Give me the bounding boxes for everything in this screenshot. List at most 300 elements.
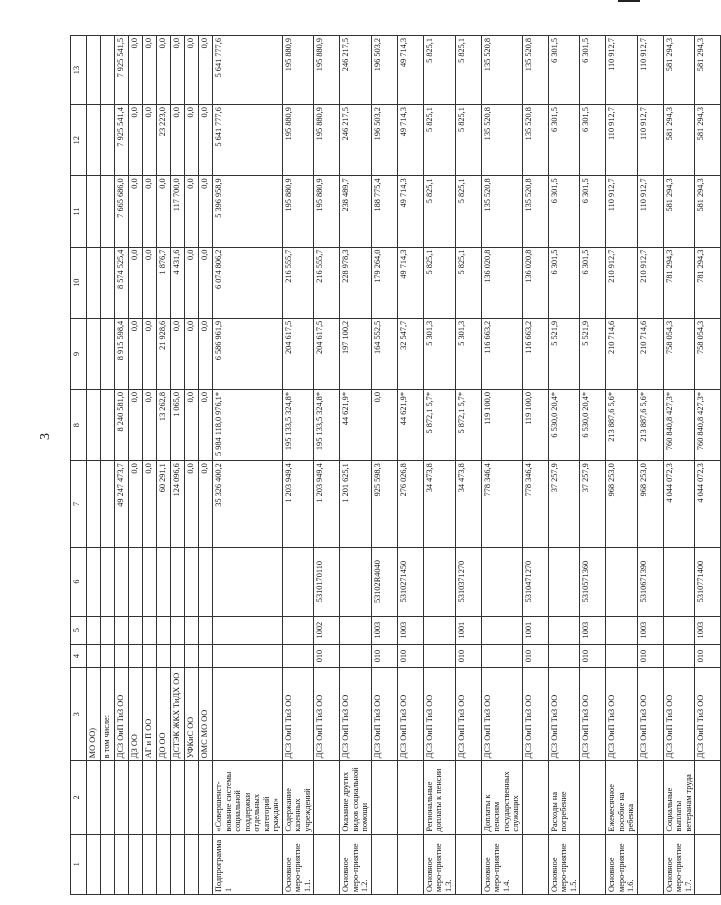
table-cell-col-9: 21 928,6 [157, 318, 171, 389]
table-cell-col-10: 210 912,7 [606, 247, 638, 318]
table-cell-col-3: ДСЗ ОиП ТиЗ ОО [606, 668, 638, 761]
table-cell-col-5 [340, 616, 372, 644]
table-cell-col-8: 6 530,0 20,4* [580, 390, 606, 461]
table-cell-col-12: 6 301,5 [580, 105, 606, 176]
table-cell-col-10: 210 912,7 [637, 247, 663, 318]
table-cell-col-13: 0,0 [171, 36, 185, 105]
table-cell-col-3: ДСЗ ОиП ТиЗ ОО [548, 668, 580, 761]
table-cell-col-5 [606, 616, 638, 644]
table-cell-col-1 [455, 834, 481, 894]
table-cell-col-9: 210 714,6 [637, 318, 663, 389]
table-cell-col-10: 0,0 [143, 247, 157, 318]
table-cell-col-7: 124 096,6 [171, 461, 185, 547]
table-cell-col-10: 216 555,7 [282, 247, 314, 318]
table-cell-col-2 [397, 761, 423, 834]
table-cell-col-11: 135 520,8 [522, 176, 548, 247]
table-cell-col-5 [157, 616, 171, 644]
table-cell-col-7: 0,0 [143, 461, 157, 547]
table-row [580, 36, 606, 895]
table-cell-col-10: 179 264,0 [371, 247, 397, 318]
table-cell-col-9: 758 054,3 [695, 318, 721, 389]
table-cell-col-1: Основное меро-приятие 1.3. [423, 834, 455, 894]
table-cell-col-2 [129, 761, 143, 834]
table-cell-col-8: 8 240 581,0 [115, 390, 129, 461]
table-cell-col-11 [101, 176, 115, 247]
table-cell-col-8: 0,0 [199, 390, 213, 461]
table-cell-col-4 [101, 644, 115, 668]
table-cell-col-12: 0,0 [129, 105, 143, 176]
table-cell-col-11: 0,0 [143, 176, 157, 247]
table-cell-col-9: 204 617,5 [282, 318, 314, 389]
table-cell-col-11: 117 700,0 [171, 176, 185, 247]
table-cell-col-10: 216 555,7 [314, 247, 340, 318]
table-cell-col-7: 1 201 625,1 [340, 461, 372, 547]
table-cell-col-13: 581 294,3 [663, 36, 695, 105]
table-cell-col-5: 1002 [314, 616, 340, 644]
table-cell-col-12: 5 641 777,6 [213, 105, 283, 176]
table-cell-col-9: 116 663,2 [481, 318, 522, 389]
table-cell-col-1: Основное меро-приятие 1.1. [282, 834, 314, 894]
table-cell-col-6 [157, 547, 171, 616]
table-row [115, 36, 129, 895]
table-cell-col-13: 0,0 [199, 36, 213, 105]
table-row [371, 36, 397, 895]
table-cell-col-10: 136 020,8 [481, 247, 522, 318]
column-number-5: 5 [71, 616, 87, 644]
table-row [695, 36, 721, 895]
table-cell-col-5 [481, 616, 522, 644]
table-cell-col-10: 5 825,1 [423, 247, 455, 318]
table-row [397, 36, 423, 895]
table-cell-col-10: 0,0 [199, 247, 213, 318]
table-cell-col-4 [143, 644, 157, 668]
table-cell-col-9: 8 915 598,4 [115, 318, 129, 389]
table-cell-col-6 [199, 547, 213, 616]
table-cell-col-3: ДСЗ ОиП ТиЗ ОО [115, 668, 129, 761]
table-cell-col-8: 13 262,8 [157, 390, 171, 461]
table-cell-col-13: 0,0 [185, 36, 199, 105]
table-cell-col-4: 010 [397, 644, 423, 668]
table-cell-col-13: 5 825,1 [455, 36, 481, 105]
table-cell-col-11: 0,0 [129, 176, 143, 247]
table-cell-col-3: ДСЗ ОиП ТиЗ ОО [663, 668, 695, 761]
table-cell-col-8: 0,0 [371, 390, 397, 461]
table-cell-col-3: ДО ОО [157, 668, 171, 761]
table-cell-col-12: 7 925 541,4 [115, 105, 129, 176]
table-cell-col-3: ДСТЭК ЖКХ ТиДХ ОО [171, 668, 185, 761]
table-cell-col-11: 195 880,9 [314, 176, 340, 247]
table-cell-col-5 [199, 616, 213, 644]
table-cell-col-10: 0,0 [185, 247, 199, 318]
table-cell-col-7: 37 257,9 [548, 461, 580, 547]
column-number-12: 12 [71, 105, 87, 176]
column-number-8: 8 [71, 390, 87, 461]
table-cell-col-8: 5 872,1 5,7* [455, 390, 481, 461]
table-cell-col-10: 8 574 525,4 [115, 247, 129, 318]
table-cell-col-12: 135 520,8 [481, 105, 522, 176]
table-cell-col-12: 0,0 [185, 105, 199, 176]
table-cell-col-1 [129, 834, 143, 894]
table-cell-col-8 [87, 390, 101, 461]
column-number-9: 9 [71, 318, 87, 389]
table-cell-col-5: 1003 [580, 616, 606, 644]
table-row [87, 36, 101, 895]
table-cell-col-5: 1001 [455, 616, 481, 644]
table-cell-col-2 [580, 761, 606, 834]
table-cell-col-11: 0,0 [185, 176, 199, 247]
table-cell-col-4 [606, 644, 638, 668]
table-cell-col-3: ДСЗ ОиП ТиЗ ОО [371, 668, 397, 761]
table-cell-col-10: 6 301,5 [580, 247, 606, 318]
table-cell-col-2 [143, 761, 157, 834]
table-cell-col-11: 5 825,1 [455, 176, 481, 247]
table-cell-col-1: Основное меро-приятие 1.4. [481, 834, 522, 894]
page-number: 3 [38, 433, 53, 440]
table-cell-col-13: 6 301,5 [580, 36, 606, 105]
table-cell-col-8: 760 840,8 427,3* [695, 390, 721, 461]
table-cell-col-4 [282, 644, 314, 668]
table-row [455, 36, 481, 895]
table-cell-col-10: 5 825,1 [455, 247, 481, 318]
table-cell-col-3: МО ОО) [87, 668, 101, 761]
table-cell-col-9 [87, 318, 101, 389]
table-cell-col-6 [548, 547, 580, 616]
table-cell-col-13: 0,0 [143, 36, 157, 105]
table-cell-col-6 [87, 547, 101, 616]
table-cell-col-7: 34 473,8 [455, 461, 481, 547]
table-cell-col-9: 0,0 [129, 318, 143, 389]
table-cell-col-5 [87, 616, 101, 644]
table-cell-col-3: УФКиС ОО [185, 668, 199, 761]
table-cell-col-7: 1 203 949,4 [314, 461, 340, 547]
table-cell-col-11: 110 912,7 [606, 176, 638, 247]
table-cell-col-4 [423, 644, 455, 668]
table-row [314, 36, 340, 895]
table-cell-col-10: 1 876,7 [157, 247, 171, 318]
table-cell-col-11: 188 775,4 [371, 176, 397, 247]
table-cell-col-10 [87, 247, 101, 318]
table-cell-col-9: 210 714,6 [606, 318, 638, 389]
table-cell-col-6: 5310371270 [455, 547, 481, 616]
table-cell-col-12: 5 825,1 [423, 105, 455, 176]
table-cell-col-4: 010 [580, 644, 606, 668]
table-cell-col-11: 135 520,8 [481, 176, 522, 247]
table-cell-col-7: 925 598,3 [371, 461, 397, 547]
table-cell-col-13: 5 825,1 [423, 36, 455, 105]
table-cell-col-1 [637, 834, 663, 894]
table-cell-col-7: 968 253,0 [606, 461, 638, 547]
table-cell-col-2 [637, 761, 663, 834]
table-cell-col-5 [101, 616, 115, 644]
table-cell-col-4: 010 [314, 644, 340, 668]
table-cell-col-12: 6 301,5 [548, 105, 580, 176]
table-cell-col-7: 0,0 [129, 461, 143, 547]
table-cell-col-6: 5310771400 [695, 547, 721, 616]
table-cell-col-3: ДСЗ ОиП ТиЗ ОО [455, 668, 481, 761]
table-cell-col-8: 44 621,9* [340, 390, 372, 461]
table-cell-col-9: 116 663,2 [522, 318, 548, 389]
table-cell-col-6 [143, 547, 157, 616]
table-cell-col-7: 778 346,4 [481, 461, 522, 547]
table-cell-col-13: 581 294,3 [695, 36, 721, 105]
table-cell-col-2: Содержание казенных учреждений [282, 761, 314, 834]
table-cell-col-4: 010 [695, 644, 721, 668]
table-row [101, 36, 115, 895]
table-row [663, 36, 695, 895]
table-cell-col-2 [314, 761, 340, 834]
table-row [143, 36, 157, 895]
table-cell-col-13: 110 912,7 [637, 36, 663, 105]
column-number-2: 2 [71, 761, 87, 834]
table-cell-col-2: Ежемесячное пособие на ребенка [606, 761, 638, 834]
table-cell-col-12: 0,0 [143, 105, 157, 176]
table-cell-col-8: 5 872,1 5,7* [423, 390, 455, 461]
table-cell-col-11: 581 294,3 [663, 176, 695, 247]
table-cell-col-9: 0,0 [143, 318, 157, 389]
table-cell-col-5 [185, 616, 199, 644]
table-cell-col-4 [199, 644, 213, 668]
table-cell-col-4 [171, 644, 185, 668]
table-row [199, 36, 213, 895]
table-row [213, 36, 283, 895]
table-row [185, 36, 199, 895]
table-cell-col-5 [213, 616, 283, 644]
table-cell-col-6: 5310170110 [314, 547, 340, 616]
table-cell-col-3: ДЗ ОО [129, 668, 143, 761]
table-cell-col-9: 758 054,3 [663, 318, 695, 389]
table-cell-col-3: ОМС МО ОО [199, 668, 213, 761]
table-cell-col-11: 5 396 958,9 [213, 176, 283, 247]
column-number-6: 6 [71, 547, 87, 616]
table-cell-col-9: 5 301,3 [455, 318, 481, 389]
table-cell-col-6 [101, 547, 115, 616]
table-cell-col-13: 6 301,5 [548, 36, 580, 105]
table-cell-col-11: 0,0 [199, 176, 213, 247]
table-cell-col-3: АГ и П ОО [143, 668, 157, 761]
table-cell-col-9: 197 100,2 [340, 318, 372, 389]
table-cell-col-8: 0,0 [129, 390, 143, 461]
table-cell-col-7: 37 257,9 [580, 461, 606, 547]
table-cell-col-8 [101, 390, 115, 461]
table-cell-col-9: 204 617,5 [314, 318, 340, 389]
table-cell-col-10: 781 294,3 [695, 247, 721, 318]
table-cell-col-6 [171, 547, 185, 616]
table-cell-col-9: 32 547,7 [397, 318, 423, 389]
table-cell-col-2: Расходы на погребение [548, 761, 580, 834]
table-cell-col-1 [522, 834, 548, 894]
table-cell-col-9 [101, 318, 115, 389]
table-cell-col-13: 5 641 777,6 [213, 36, 283, 105]
table-cell-col-2: Доплаты к пенсиям государственных служащих [481, 761, 522, 834]
table-cell-col-2: Оказание других видов социальной помощи [340, 761, 372, 834]
table-row [171, 36, 185, 895]
table-cell-col-11: 5 825,1 [423, 176, 455, 247]
table-cell-col-4 [87, 644, 101, 668]
table-cell-col-8: 0,0 [185, 390, 199, 461]
table-cell-col-7: 4 044 072,3 [695, 461, 721, 547]
table-cell-col-10: 6 074 806,2 [213, 247, 283, 318]
table-cell-col-8: 119 100,0 [522, 390, 548, 461]
table-cell-col-3: ДСЗ ОиП ТиЗ ОО [481, 668, 522, 761]
table-cell-col-2 [371, 761, 397, 834]
table-cell-col-6 [481, 547, 522, 616]
table-cell-col-3: ДСЗ ОиП ТиЗ ОО [397, 668, 423, 761]
table-cell-col-5 [423, 616, 455, 644]
table-cell-col-1: Основное меро-приятие 1.7. [663, 834, 695, 894]
table-cell-col-13 [101, 36, 115, 105]
table-cell-col-4 [185, 644, 199, 668]
table-cell-col-5 [663, 616, 695, 644]
table-cell-col-2 [695, 761, 721, 834]
column-number-13: 13 [71, 36, 87, 105]
rotated-page [70, 35, 721, 895]
table-cell-col-4 [663, 644, 695, 668]
table-cell-col-8: 44 621,9* [397, 390, 423, 461]
table-cell-col-5 [129, 616, 143, 644]
table-cell-col-11: 195 880,9 [282, 176, 314, 247]
table-cell-col-7: 49 247 473,7 [115, 461, 129, 547]
table-cell-col-10: 49 714,3 [397, 247, 423, 318]
table-row [282, 36, 314, 895]
table-cell-col-7: 1 203 949,4 [282, 461, 314, 547]
table-cell-col-6 [129, 547, 143, 616]
table-cell-col-7 [87, 461, 101, 547]
table-body [71, 36, 721, 895]
table-cell-col-2 [522, 761, 548, 834]
table-cell-col-12: 5 825,1 [455, 105, 481, 176]
table-cell-col-1 [101, 834, 115, 894]
table-cell-col-3: ДСЗ ОиП ТиЗ ОО [580, 668, 606, 761]
table-cell-col-6 [423, 547, 455, 616]
table-cell-col-5: 1003 [397, 616, 423, 644]
table-cell-col-13 [87, 36, 101, 105]
table-cell-col-9: 6 586 961,9 [213, 318, 283, 389]
table-cell-col-8: 119 100,0 [481, 390, 522, 461]
table-cell-col-3 [213, 668, 283, 761]
table-cell-col-2 [87, 761, 101, 834]
table-row [423, 36, 455, 895]
table-cell-col-13: 246 217,5 [340, 36, 372, 105]
table-row [340, 36, 372, 895]
table-cell-col-1 [580, 834, 606, 894]
table-cell-col-4: 010 [637, 644, 663, 668]
table-cell-col-8: 760 840,8 427,3* [663, 390, 695, 461]
table-cell-col-4 [481, 644, 522, 668]
table-cell-col-4 [115, 644, 129, 668]
table-cell-col-13: 49 714,3 [397, 36, 423, 105]
table-cell-col-1 [695, 834, 721, 894]
table-cell-col-6 [606, 547, 638, 616]
table-cell-col-6: 5310671390 [637, 547, 663, 616]
table-cell-col-10 [101, 247, 115, 318]
table-cell-col-8: 1 065,0 [171, 390, 185, 461]
table-row [522, 36, 548, 895]
table-cell-col-10: 6 301,5 [548, 247, 580, 318]
table-cell-col-5: 1001 [522, 616, 548, 644]
table-cell-col-11 [87, 176, 101, 247]
table-cell-col-1: Подпрограмма 1 [213, 834, 283, 894]
table-cell-col-10: 228 978,3 [340, 247, 372, 318]
table-cell-col-2 [157, 761, 171, 834]
table-cell-col-1: Основное меро-приятие 1.2. [340, 834, 372, 894]
column-number-1: 1 [71, 834, 87, 894]
column-number-11: 11 [71, 176, 87, 247]
table-cell-col-8: 5 984 118,0 976,1* [213, 390, 283, 461]
table-row [637, 36, 663, 895]
table-cell-col-3: ДСЗ ОиП ТиЗ ОО [340, 668, 372, 761]
table-cell-col-9: 5 521,9 [548, 318, 580, 389]
table-cell-col-6 [340, 547, 372, 616]
table-cell-col-6 [213, 547, 283, 616]
table-cell-col-11: 49 714,3 [397, 176, 423, 247]
table-cell-col-2: Социальные выплаты ветеранам труда [663, 761, 695, 834]
table-cell-col-1 [87, 834, 101, 894]
budget-table [70, 35, 721, 895]
table-cell-col-6 [185, 547, 199, 616]
table-cell-col-8: 6 530,0 20,4* [548, 390, 580, 461]
table-cell-col-5: 1003 [371, 616, 397, 644]
table-cell-col-12: 0,0 [199, 105, 213, 176]
table-cell-col-7: 34 473,8 [423, 461, 455, 547]
table-cell-col-12 [87, 105, 101, 176]
table-cell-col-3: ДСЗ ОиП ТиЗ ОО [423, 668, 455, 761]
table-cell-col-5: 1003 [695, 616, 721, 644]
scan-edge-mark [618, 0, 640, 2]
table-cell-col-13: 135 520,8 [481, 36, 522, 105]
table-cell-col-8: 195 133,5 324,8* [282, 390, 314, 461]
table-cell-col-9: 0,0 [185, 318, 199, 389]
table-cell-col-1 [157, 834, 171, 894]
column-number-4: 4 [71, 644, 87, 668]
table-cell-col-2 [455, 761, 481, 834]
table-cell-col-5: 1003 [637, 616, 663, 644]
table-cell-col-6: 5310471270 [522, 547, 548, 616]
table-cell-col-12: 581 294,3 [663, 105, 695, 176]
table-cell-col-6 [663, 547, 695, 616]
table-cell-col-3: в том числе: [101, 668, 115, 761]
table-cell-col-8: 213 887,6 5,6* [606, 390, 638, 461]
table-cell-col-4 [548, 644, 580, 668]
table-cell-col-3: ДСЗ ОиП ТиЗ ОО [522, 668, 548, 761]
table-cell-col-2: «Совершенст-вование системы социальной поддержки отдельных категорий граждан» [213, 761, 283, 834]
table-cell-col-3: ДСЗ ОиП ТиЗ ОО [637, 668, 663, 761]
table-cell-col-1 [199, 834, 213, 894]
table-cell-col-1 [371, 834, 397, 894]
table-cell-col-12: 581 294,3 [695, 105, 721, 176]
table-cell-col-4 [213, 644, 283, 668]
table-cell-col-4: 010 [455, 644, 481, 668]
table-cell-col-5 [171, 616, 185, 644]
table-cell-col-1 [314, 834, 340, 894]
table-cell-col-1 [115, 834, 129, 894]
table-cell-col-11: 6 301,5 [548, 176, 580, 247]
table-cell-col-10: 781 294,3 [663, 247, 695, 318]
table-cell-col-13: 7 925 541,5 [115, 36, 129, 105]
table-cell-col-12: 195 880,9 [282, 105, 314, 176]
table-cell-col-1: Основное меро-приятие 1.6. [606, 834, 638, 894]
table-cell-col-8: 195 133,5 324,8* [314, 390, 340, 461]
table-cell-col-1 [185, 834, 199, 894]
table-cell-col-1 [171, 834, 185, 894]
table-cell-col-9: 5 301,3 [423, 318, 455, 389]
table-cell-col-7: 35 326 400,2 [213, 461, 283, 547]
table-cell-col-7 [101, 461, 115, 547]
table-cell-col-6 [115, 547, 129, 616]
table-cell-col-1 [397, 834, 423, 894]
table-cell-col-2 [171, 761, 185, 834]
table-cell-col-12: 110 912,7 [606, 105, 638, 176]
column-number-10: 10 [71, 247, 87, 318]
